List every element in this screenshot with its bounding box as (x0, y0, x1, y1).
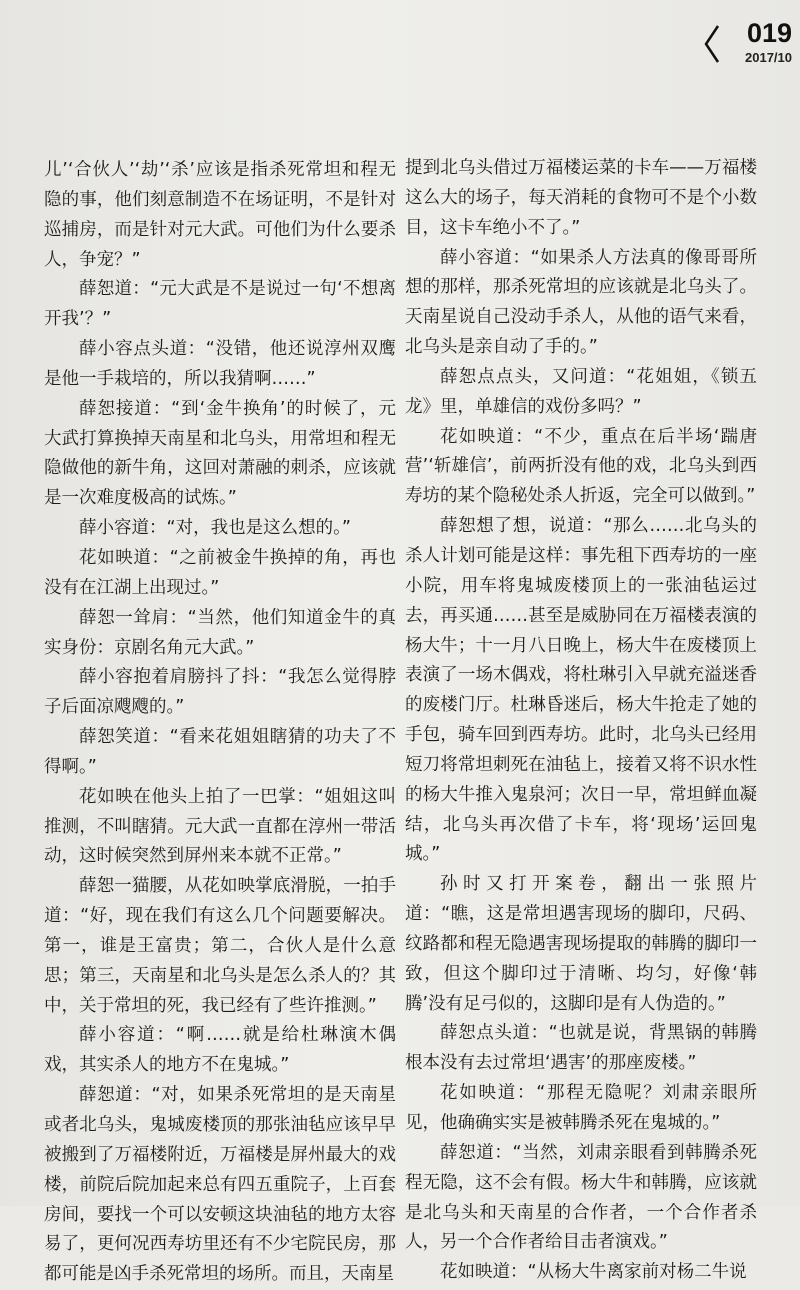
page-number: 019 (746, 18, 792, 48)
paragraph: 花如映道：“从杨大牛离家前对杨二牛说 (440, 1262, 747, 1283)
paragraph: 薛恕道：“当然，刘肃亲眼看到韩腾杀死程无隐，这不会有假。杨大牛和韩腾，应该就是北乌头和天南星的合作者，一个合作者杀人，另一个合作者给目击者演戏。” (405, 1142, 757, 1253)
right-text-column (405, 154, 757, 1288)
paragraph: 薛恕笑道：“看来花姐姐瞎猜的功夫了不得啊。” (44, 727, 396, 777)
paragraph: 薛恕点头道：“也就是说，背黑锅的韩腾根本没有去过常坦‘遇害’的那座废楼。” (405, 1023, 757, 1074)
paragraph: 提到北乌头借过万福楼运菜的卡车——万福楼这么大的场子，每天消耗的食物可不是个小数目，这卡车绝小不了。” (405, 158, 757, 238)
paragraph: 薛恕道：“对，如果杀死常坦的是天南星或者北乌头，鬼城废楼顶的那张油毡应该早早被搬到了万福楼附近，万福楼是屏州最大的戏楼，前院后院加起来总有四五重院子，上百套房间，要找一个可以安顿这块油毡的地方太容易了，更何况西寿坊里还有不少宅院民房，那都可能是凶手杀死常坦的场所。而且，天南星 (44, 1085, 396, 1285)
paragraph: 薛小容抱着肩膀抖了抖：“我怎么觉得脖子后面凉飕飕的。” (44, 667, 396, 718)
paragraph: 花如映道：“那程无隐呢？刘肃亲眼所见，他确确实实是被韩腾杀死在鬼城的。” (405, 1083, 757, 1133)
issue-date: 2017/10 (745, 50, 792, 65)
paragraph: 孙时又打开案卷，翻出一张照片道：“瞧，这是常坦遇害现场的脚印，尺码、纹路都和程无隐遇害现场提取的韩腾的脚印一致，但这个脚印过于清晰、均匀，好像‘韩腾’没有足弓似的，这脚印是有人伪造的。” (405, 874, 757, 1014)
paragraph: 薛恕一耸肩：“当然，他们知道金牛的真实身份：京剧名角元大武。” (44, 607, 396, 658)
left-text-column (44, 156, 396, 1290)
paragraph: 薛小容道：“对，我也是这么想的。” (79, 518, 351, 539)
bracket-icon (702, 24, 720, 64)
paragraph: 薛小容道：“啊……就是给杜琳演木偶戏，其实杀人的地方不在鬼城。” (44, 1025, 396, 1076)
paragraph: 薛恕想了想，说道：“那么……北乌头的杀人计划可能是这样：事先租下西寿坊的一座小院，用车将鬼城废楼顶上的一张油毡运过去，再买通……甚至是威胁同在万福楼表演的杨大牛；十一月八日晚上，杨大牛在废楼顶上表演了一场木偶戏，将杜琳引入早就充溢迷香的废楼门厅。杜琳昏迷后，杨大牛抢走了她的手包，骑车回到西寿坊。此时，北乌头已经用短刀将常坦刺死在油毡上，接着又将不识水性的杨大牛推入鬼泉河；次日一早，常坦鲜血凝结，北乌头再次借了卡车，将‘现场’运回鬼城。” (405, 516, 757, 865)
paragraph: 薛小容点头道：“没错，他还说淳州双鹰是他一手栽培的，所以我猜啊……” (44, 339, 396, 389)
paragraph: 花如映在他头上拍了一巴掌：“姐姐这叫推测，不叫瞎猜。元大武一直都在淳州一带活动，这时候突然到屏州来本就不正常。” (44, 786, 396, 867)
paragraph: 花如映道：“不少，重点在后半场‘踹唐营’‘斩雄信’，前两折没有他的戏，北乌头到西寿坊的某个隐秘处杀人折返，完全可以做到。” (405, 426, 757, 507)
paragraph: 薛恕点点头，又问道：“花姐姐，《锁五龙》里，单雄信的戏份多吗？” (405, 366, 757, 417)
paragraph: 花如映道：“之前被金牛换掉的角，再也没有在江湖上出现过。” (44, 547, 396, 598)
paragraph: 儿’‘合伙人’‘劫’‘杀’应该是指杀死常坦和程无隐的事，他们刻意制造不在场证明，不是针对巡捕房，而是针对元大武。可他们为什么要杀人，争宠？” (44, 160, 396, 270)
paragraph: 薛恕一猫腰，从花如映掌底滑脱，一拍手道：“好，现在我们有这么几个问题要解决。第一，谁是王富贵；第二，合伙人是什么意思；第三，天南星和北乌头是怎么杀人的？其中，关于常坦的死，我已经有了些许推测。” (44, 876, 396, 1016)
paragraph: 薛恕接道：“到‘金牛换角’的时候了，元大武打算换掉天南星和北乌头，用常坦和程无隐做他的新牛角，这回对萧融的刺杀，应该就是一次难度极高的试炼。” (44, 398, 396, 509)
page-header (722, 18, 792, 74)
paragraph: 薛恕道：“元大武是不是说过一句‘不想离开我’？” (44, 279, 396, 330)
paragraph: 薛小容道：“如果杀人方法真的像哥哥所想的那样，那杀死常坦的应该就是北乌头了。天南星说自己没动手杀人，从他的语气来看，北乌头是亲自动了手的。” (405, 247, 757, 358)
